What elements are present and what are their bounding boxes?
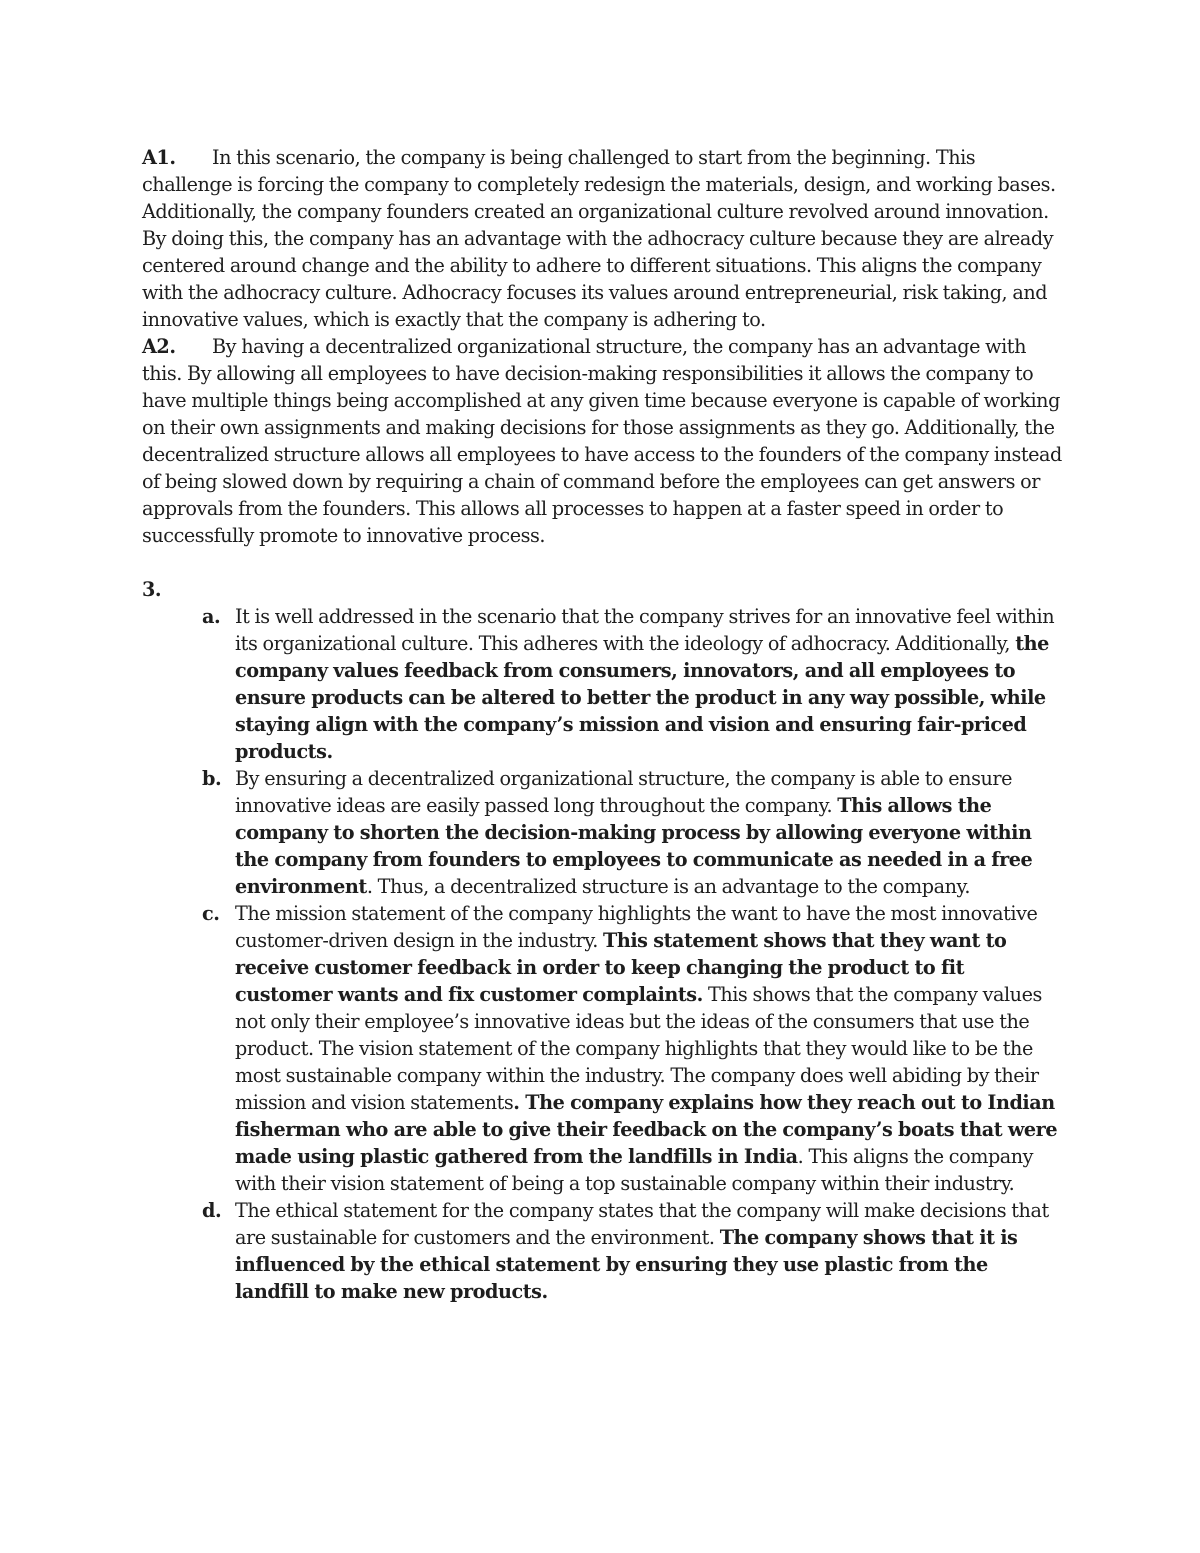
list-item-text: . This aligns the company with their vision statement of being a top sustainable company within their industry. xyxy=(235,1145,1034,1195)
document-page xyxy=(142,144,1062,1305)
section-a1 xyxy=(142,144,1062,333)
list-item-letter: a. xyxy=(202,605,221,628)
list-item-letter: c. xyxy=(202,902,220,925)
list-item-text: This shows that the company values not only their employee’s innovative ideas but the ideas of the consumers that use the product. The vision statement of the company highlights that they would like to be the most sustainable company within the industry. The company does well abiding by their mission and vision statements xyxy=(235,983,1042,1114)
list-item-bold-text: the company values feedback from consumers, innovators, and all employees to ensure products can be altered to better the product in any way possible, while staying align with the company’s mission and vision and ensuring fair-priced products. xyxy=(235,632,1049,763)
list-item-text: The mission statement of the company highlights the want to have the most innovative customer-driven design in the industry. xyxy=(235,902,1038,952)
list-item-letter: d. xyxy=(202,1199,222,1222)
section-a1-label: A1. xyxy=(142,146,176,169)
list-item-text: It is well addressed in the scenario that the company strives for an innovative feel within its organizational culture. This adheres with the ideology of adhocracy. Additionally, xyxy=(235,605,1055,655)
section-a2-text: By having a decentralized organizational structure, the company has an advantage with this. By allowing all employees to have decision-making responsibilities it allows the company to have multiple things being accomplished at any given time because everyone is capable of working on their own assignments and making decisions for those assignments as they go. Additionally, the decentralized structure allows all employees to have access to the founders of the company instead of being slowed down by requiring a chain of command before the employees can get answers or approvals from the founders. This allows all processes to happen at a faster speed in order to successfully promote to innovative process. xyxy=(142,335,1062,547)
list-item-letter: b. xyxy=(202,767,222,790)
blank-line xyxy=(142,549,1062,576)
list-item-bold-text: This allows the company to shorten the decision-making process by allowing everyone within the company from founders to employees to communicate as needed in a free environment xyxy=(235,794,1033,898)
section-3-label: 3. xyxy=(142,578,162,601)
section-a1-text: In this scenario, the company is being challenged to start from the beginning. This challenge is forcing the company to completely redesign the materials, design, and working bases. Additionally, the company founders created an organizational culture revolved around innovation. By doing this, the company has an advantage with the adhocracy culture because they are already centered around change and the ability to adhere to different situations. This aligns the company with the adhocracy culture. Adhocracy focuses its values around entrepreneurial, risk taking, and innovative values, which is exactly that the company is adhering to. xyxy=(142,146,1056,331)
list-item-a xyxy=(142,603,1062,765)
list-item-bold-text: . The company explains how they reach out to Indian fisherman who are able to give their feedback on the company’s boats that were made using plastic gathered from the landfills in India xyxy=(235,1091,1058,1168)
list-item-c xyxy=(142,900,1062,1197)
section-3-list xyxy=(142,603,1062,1305)
list-item-text: The ethical statement for the company states that the company will make decisions that are sustainable for customers and the environment. xyxy=(235,1199,1049,1249)
list-item-text: By ensuring a decentralized organizational structure, the company is able to ensure innovative ideas are easily passed long throughout the company. xyxy=(235,767,1013,817)
list-item-bold-text: The company shows that it is influenced by the ethical statement by ensuring they use plastic from the landfill to make new products. xyxy=(235,1226,1018,1303)
section-a2 xyxy=(142,333,1062,549)
list-item-bold-text: This statement shows that they want to receive customer feedback in order to keep changing the product to fit customer wants and fix customer complaints. xyxy=(235,929,1007,1006)
section-a2-label: A2. xyxy=(142,335,176,358)
list-item-d xyxy=(142,1197,1062,1305)
list-item-b xyxy=(142,765,1062,900)
list-item-text: . Thus, a decentralized structure is an advantage to the company. xyxy=(366,875,971,898)
